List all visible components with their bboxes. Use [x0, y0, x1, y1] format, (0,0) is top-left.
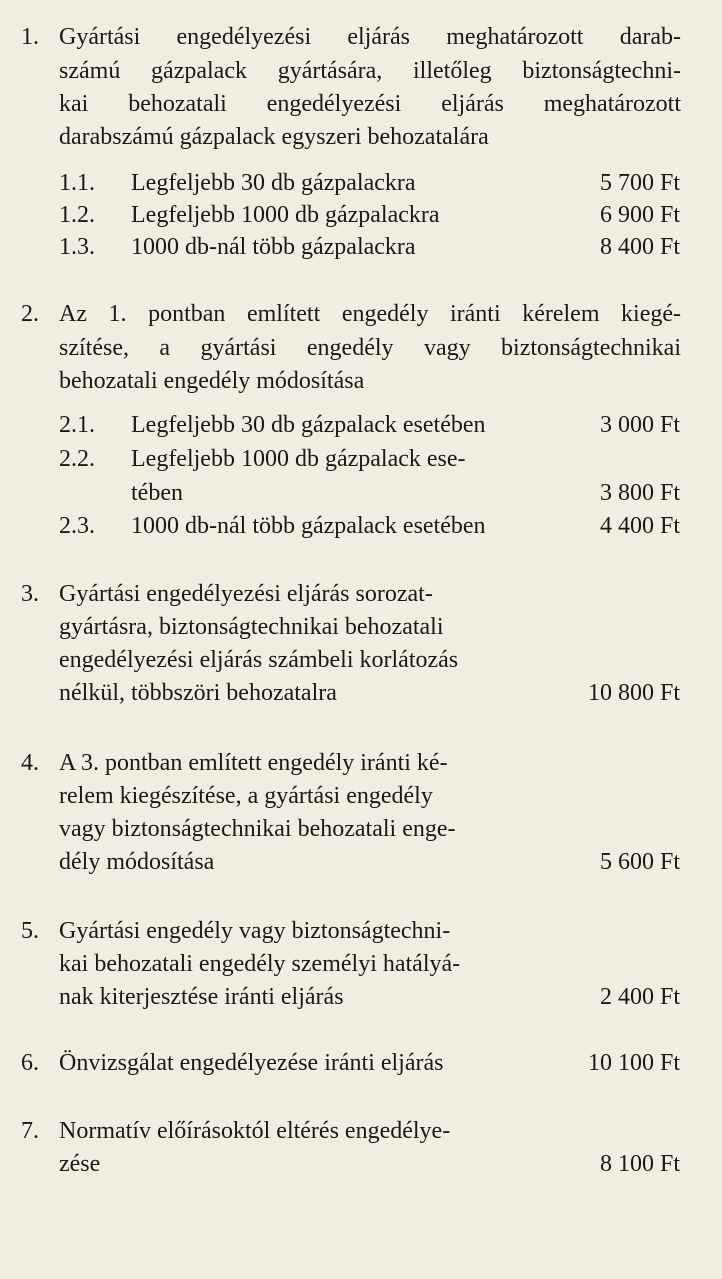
item-text-line: A 3. pontban említett engedély iránti ké-: [59, 750, 448, 776]
subitem-label-continuation: tében: [131, 480, 183, 506]
subitem-label: Legfeljebb 1000 db gázpalack ese-: [131, 446, 466, 472]
item-text-line: számú gázpalack gyártására, illetőleg biztonságtechni-: [59, 58, 681, 84]
fee-amount: 8 400 Ft: [599, 234, 680, 260]
item-text-line: Gyártási engedélyezési eljárás meghatározott darab-: [59, 24, 681, 50]
item-number: 4.: [21, 750, 39, 776]
subitem-number: 1.1.: [59, 170, 95, 196]
fee-amount: 10 800 Ft: [587, 680, 680, 706]
fee-amount: 8 100 Ft: [599, 1151, 680, 1177]
item-text-line: gyártásra, biztonságtechnikai behozatali: [59, 614, 444, 640]
fee-amount: 3 800 Ft: [599, 480, 680, 506]
item-text-line: nak kiterjesztése iránti eljárás: [59, 984, 344, 1010]
item-text-line: darabszámú gázpalack egyszeri behozatalára: [59, 124, 489, 150]
item-number: 6.: [21, 1050, 39, 1076]
fee-amount: 3 000 Ft: [599, 412, 680, 438]
item-text-line: szítése, a gyártási engedély vagy biztonságtechnikai: [59, 335, 681, 361]
subitem-number: 2.2.: [59, 446, 95, 472]
fee-amount: 10 100 Ft: [587, 1050, 680, 1076]
fee-amount: 2 400 Ft: [599, 984, 680, 1010]
item-text-line: Az 1. pontban említett engedély iránti kérelem kiegé-: [59, 301, 681, 327]
item-text-line: vagy biztonságtechnikai behozatali enge-: [59, 816, 456, 842]
item-text-line: behozatali engedély módosítása: [59, 368, 365, 394]
subitem-number: 1.2.: [59, 202, 95, 228]
item-text-line: Normatív előírásoktól eltérés engedélye-: [59, 1118, 451, 1144]
item-text-line: Gyártási engedély vagy biztonságtechni-: [59, 918, 451, 944]
item-text-line: engedélyezési eljárás számbeli korlátozás: [59, 647, 459, 673]
subitem-number: 1.3.: [59, 234, 95, 260]
item-text-line: Önvizsgálat engedélyezése iránti eljárás: [59, 1050, 444, 1076]
fee-amount: 6 900 Ft: [599, 202, 680, 228]
fee-amount: 4 400 Ft: [599, 513, 680, 539]
subitem-number: 2.3.: [59, 513, 95, 539]
item-number: 7.: [21, 1118, 39, 1144]
fee-amount: 5 600 Ft: [599, 849, 680, 875]
item-text-line: kai behozatali engedélyezési eljárás meghatározott: [59, 91, 681, 117]
fee-amount: 5 700 Ft: [599, 170, 680, 196]
item-number: 3.: [21, 581, 39, 607]
item-text-line: relem kiegészítése, a gyártási engedély: [59, 783, 433, 809]
item-text-line: dély módosítása: [59, 849, 215, 875]
item-text-line: Gyártási engedélyezési eljárás sorozat-: [59, 581, 433, 607]
item-number: 1.: [21, 24, 39, 50]
item-text-line: zése: [59, 1151, 101, 1177]
item-number: 5.: [21, 918, 39, 944]
subitem-label: 1000 db-nál több gázpalackra: [131, 234, 416, 260]
item-text-line: nélkül, többszöri behozatalra: [59, 680, 337, 706]
subitem-label: 1000 db-nál több gázpalack esetében: [131, 513, 486, 539]
item-number: 2.: [21, 301, 39, 327]
item-text-line: kai behozatali engedély személyi hatályá-: [59, 951, 461, 977]
subitem-label: Legfeljebb 1000 db gázpalackra: [131, 202, 440, 228]
subitem-label: Legfeljebb 30 db gázpalack esetében: [131, 412, 486, 438]
subitem-number: 2.1.: [59, 412, 95, 438]
subitem-label: Legfeljebb 30 db gázpalackra: [131, 170, 416, 196]
